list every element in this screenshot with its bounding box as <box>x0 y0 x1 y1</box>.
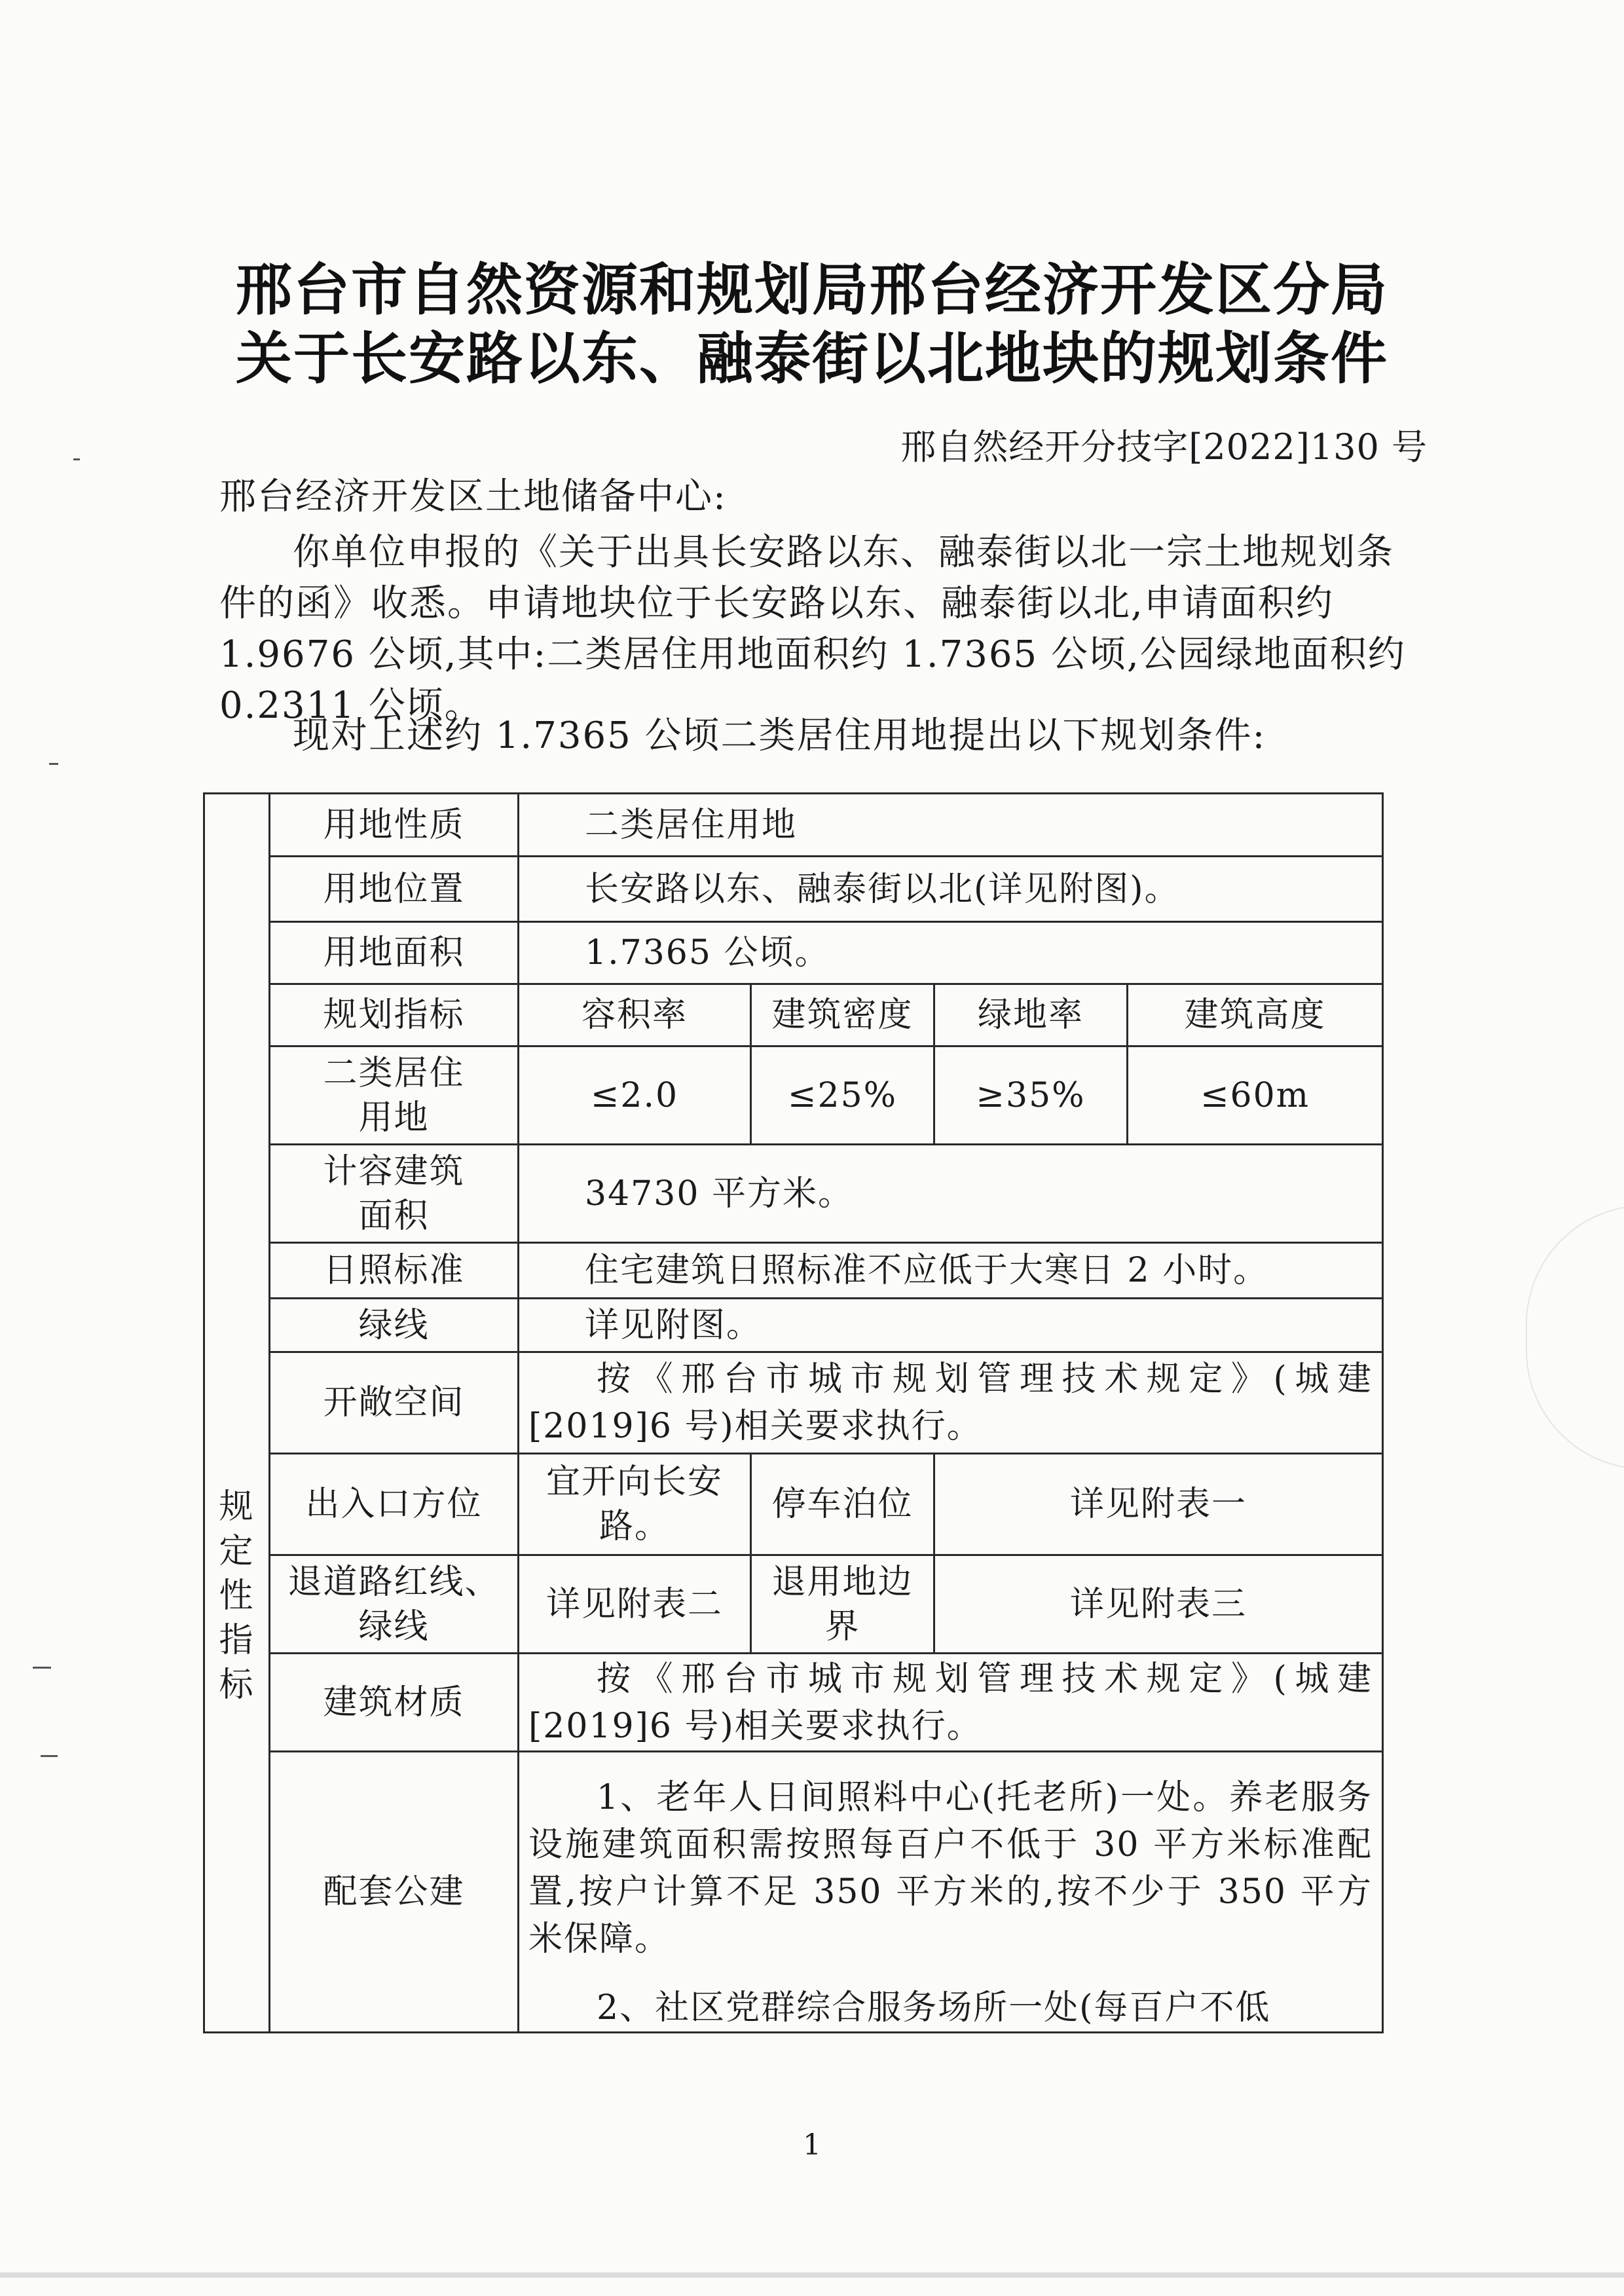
document-title-line1: 邢台市自然资源和规划局邢台经济开发区分局 <box>236 257 1388 323</box>
indicator-label: 规划指标 <box>270 984 519 1046</box>
page-number: 1 <box>803 2128 821 2162</box>
side-label-cell <box>204 794 270 2033</box>
setback-boundary-value: 详见附表三 <box>934 1555 1383 1654</box>
scan-speck <box>73 458 80 460</box>
residential-density-value: ≤25% <box>751 1046 934 1145</box>
partial-seal-stamp <box>1526 1205 1624 1470</box>
sunlight-label: 日照标准 <box>270 1243 519 1299</box>
recipient: 邢台经济开发区土地储备中心: <box>219 475 727 518</box>
table-row <box>204 1654 1383 1752</box>
greenline-label: 绿线 <box>270 1299 519 1352</box>
table-row <box>204 1352 1383 1454</box>
table-row <box>204 1555 1383 1654</box>
side-label-char: 定 <box>219 1532 255 1572</box>
table-row <box>204 1243 1383 1299</box>
table-row <box>204 857 1383 922</box>
side-label-char: 标 <box>219 1665 255 1705</box>
setback-boundary-label: 退用地边界 <box>751 1555 934 1654</box>
parking-label: 停车泊位 <box>751 1454 934 1555</box>
table-row <box>204 984 1383 1046</box>
indicator-header-green-ratio: 绿地率 <box>934 984 1128 1046</box>
scan-edge <box>0 2272 1624 2278</box>
table-row <box>204 922 1383 984</box>
side-label-char: 规 <box>219 1487 255 1527</box>
location-value: 长安路以东、融泰街以北(详见附图)。 <box>519 857 1383 922</box>
material-label: 建筑材质 <box>270 1654 519 1752</box>
sunlight-value: 住宅建筑日照标准不应低于大寒日 2 小时。 <box>519 1243 1383 1299</box>
open-space-label: 开敞空间 <box>270 1352 519 1454</box>
land-use-label: 用地性质 <box>270 794 519 857</box>
scan-speck <box>49 763 58 765</box>
planning-conditions-table <box>203 792 1384 2033</box>
body-paragraph-2: 现对上述约 1.7365 公顷二类居住用地提出以下规划条件: <box>293 714 1266 757</box>
setback-road-label: 退道路红线、绿线 <box>270 1555 519 1654</box>
open-space-value: 按《邢台市城市规划管理技术规定》(城建[2019]6 号)相关要求执行。 <box>519 1352 1383 1454</box>
setback-road-value: 详见附表二 <box>519 1555 751 1654</box>
land-use-value: 二类居住用地 <box>519 794 1383 857</box>
entrance-label: 出入口方位 <box>270 1454 519 1555</box>
table-row <box>204 1145 1383 1243</box>
residential-far-value: ≤2.0 <box>519 1046 751 1145</box>
residential-label: 二类居住用地 <box>270 1046 519 1145</box>
scan-speck <box>41 1755 58 1757</box>
facilities-label: 配套公建 <box>270 1752 519 2033</box>
greenline-value: 详见附图。 <box>519 1299 1383 1352</box>
scan-speck <box>33 1667 51 1669</box>
table-row <box>204 794 1383 857</box>
table-row <box>204 1299 1383 1352</box>
table-row <box>204 1752 1383 1984</box>
facilities-item-1: 1、老年人日间照料中心(托老所)一处。养老服务设施建筑面积需按照每百户不低于 30 平方米标准配置,按户计算不足 350 平方米的,按不少于 350 平方米保障。 <box>519 1752 1383 1984</box>
side-label-char: 指 <box>219 1621 255 1661</box>
table-row <box>204 1454 1383 1555</box>
indicator-header-far: 容积率 <box>519 984 751 1046</box>
residential-height-value: ≤60m <box>1128 1046 1383 1145</box>
parking-value: 详见附表一 <box>934 1454 1383 1555</box>
entrance-value: 宜开向长安路。 <box>519 1454 751 1555</box>
body-paragraph-1: 你单位申报的《关于出具长安路以东、融泰街以北一宗土地规划条件的函》收悉。申请地块位于长安路以东、融泰街以北,申请面积约 1.9676 公顷,其中:二类居住用地面积约 1.7365 公顷,公园绿地面积约 0.2311 公顷。 <box>219 531 1406 727</box>
material-value: 按《邢台市城市规划管理技术规定》(城建[2019]6 号)相关要求执行。 <box>519 1654 1383 1752</box>
location-label: 用地位置 <box>270 857 519 922</box>
residential-green-ratio-value: ≥35% <box>934 1046 1128 1145</box>
indicator-header-density: 建筑密度 <box>751 984 934 1046</box>
document-number: 邢自然经开分技字[2022]130 号 <box>900 426 1428 468</box>
table-row <box>204 1046 1383 1145</box>
gfa-value: 34730 平方米。 <box>519 1145 1383 1243</box>
side-label-char: 性 <box>219 1576 255 1616</box>
gfa-label: 计容建筑面积 <box>270 1145 519 1243</box>
facilities-item-2: 2、社区党群综合服务场所一处(每百户不低 <box>519 1984 1383 2033</box>
document-title-line2: 关于长安路以东、融泰街以北地块的规划条件 <box>236 326 1388 392</box>
area-label: 用地面积 <box>270 922 519 984</box>
area-value: 1.7365 公顷。 <box>519 922 1383 984</box>
indicator-header-height: 建筑高度 <box>1128 984 1383 1046</box>
